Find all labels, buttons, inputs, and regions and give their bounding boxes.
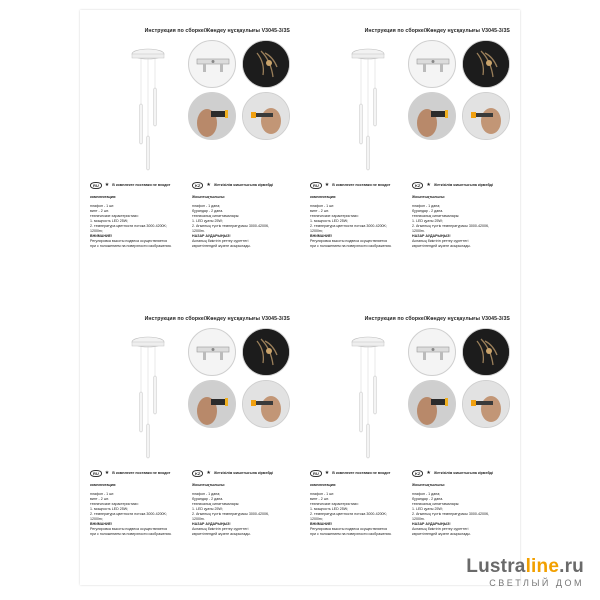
assembly-photos: [408, 328, 512, 428]
illustration-area: [88, 36, 292, 176]
ru-badge: RU: [310, 470, 322, 477]
ru-badge: RU: [310, 182, 322, 189]
instruction-panel: [80, 10, 300, 297]
instruction-texts: [88, 464, 292, 584]
height-adjust-photo: [462, 92, 510, 140]
star-icon: ★: [104, 182, 110, 188]
mounting-bar-photo: [408, 328, 456, 376]
connection-photo: [188, 92, 236, 140]
assembly-photos: [408, 40, 512, 140]
kazakh-section: KZ ★ Жеткізілім жиынтығына кірмейді Жиынтықтылығы: плафон - 1 дана; бұрандар - 2 дана. техникалық сипаттамалары: 1. LED қуаты 25W; 2. Ағынның түстік температурасы 3000-4200К, 1200lm. НАЗАР АУДАРЫҢЫЗ! Аспаның биіктігін реттеу суреттегі көрсетілгендей жүзеге асырылады.: [412, 470, 493, 536]
illustration-area: [308, 36, 512, 176]
instruction-sheet: [80, 10, 520, 585]
star-icon: ★: [206, 182, 211, 188]
star-icon: ★: [426, 182, 431, 188]
mounting-bar-photo: [188, 328, 236, 376]
kazakh-section: KZ ★ Жеткізілім жиынтығына кірмейді Жиынтықтылығы: плафон - 1 дана; бұрандар - 2 дана. техникалық сипаттамалары: 1. LED қуаты 25W; 2. Ағынның түстік температурасы 3000-4200К, 1200lm. НАЗАР АУДАРЫҢЫЗ! Аспаның биіктігін реттеу суреттегі көрсетілгендей жүзеге асырылады.: [192, 470, 273, 536]
russian-section: RU ★ В комплекте поставки не входит комплектация: плафон - 1 шт. винт - 2 шт. технические характеристики: 1. мощность LED 25W; 2. температура цветности потока 3000-4200K; 1200lm; ВНИМАНИЕ! Регулировка высоты подвеса осуществляется при с положением на поверхности изображения.: [90, 182, 172, 248]
kazakh-section: KZ ★ Жеткізілім жиынтығына кірмейді Жиынтықтылығы: плафон - 1 дана; бұрандар - 2 дана. техникалық сипаттамалары: 1. LED қуаты 25W; 2. Ағынның түстік температурасы 3000-4200К, 1200lm. НАЗАР АУДАРЫҢЫЗ! Аспаның биіктігін реттеу суреттегі көрсетілгендей жүзеге асырылады.: [192, 182, 273, 248]
mounting-bar-photo: [408, 40, 456, 88]
mounting-bar-photo: [188, 40, 236, 88]
lustraline-watermark: Lustraline.ru СВЕТЛЫЙ ДОМ: [466, 556, 584, 588]
height-adjust-photo: [242, 92, 290, 140]
instruction-title: Инструкция по сборке/Жөндеу нұсқаулығы V3045-3/3S: [144, 316, 290, 322]
pendant-lamp-illustration: [328, 42, 408, 172]
wiring-photo: [462, 40, 510, 88]
star-icon: ★: [324, 470, 330, 476]
russian-section: RU ★ В комплекте поставки не входит комплектация: плафон - 1 шт. винт - 2 шт. технические характеристики: 1. мощность LED 25W; 2. температура цветности потока 3000-4200K; 1200lm; ВНИМАНИЕ! Регулировка высоты подвеса осуществляется при с положением на поверхности изображения.: [310, 470, 392, 536]
instruction-texts: [88, 176, 292, 296]
pendant-lamp-illustration: [328, 330, 408, 460]
instruction-panel: [80, 298, 300, 585]
star-icon: ★: [104, 470, 110, 476]
kazakh-section: KZ ★ Жеткізілім жиынтығына кірмейді Жиынтықтылығы: плафон - 1 дана; бұрандар - 2 дана. техникалық сипаттамалары: 1. LED қуаты 25W; 2. Ағынның түстік температурасы 3000-4200К, 1200lm. НАЗАР АУДАРЫҢЫЗ! Аспаның биіктігін реттеу суреттегі көрсетілгендей жүзеге асырылады.: [412, 182, 493, 248]
instruction-panel: [300, 298, 520, 585]
ru-badge: RU: [90, 182, 102, 189]
instruction-title: Инструкция по сборке/Жөндеу нұсқаулығы V3045-3/3S: [364, 28, 510, 34]
ru-badge: RU: [90, 470, 102, 477]
wiring-photo: [242, 40, 290, 88]
instruction-title: Инструкция по сборке/Жөндеу нұсқаулығы V3045-3/3S: [364, 316, 510, 322]
wiring-photo: [462, 328, 510, 376]
star-icon: ★: [324, 182, 330, 188]
height-adjust-photo: [462, 380, 510, 428]
star-icon: ★: [206, 470, 211, 476]
connection-photo: [188, 380, 236, 428]
illustration-area: [88, 324, 292, 464]
russian-section: RU ★ В комплекте поставки не входит комплектация: плафон - 1 шт. винт - 2 шт. технические характеристики: 1. мощность LED 25W; 2. температура цветности потока 3000-4200K; 1200lm; ВНИМАНИЕ! Регулировка высоты подвеса осуществляется при с положением на поверхности изображения.: [90, 470, 172, 536]
assembly-photos: [188, 40, 292, 140]
pendant-lamp-illustration: [108, 42, 188, 172]
height-adjust-photo: [242, 380, 290, 428]
kz-badge: KZ: [412, 470, 423, 477]
assembly-photos: [188, 328, 292, 428]
kz-badge: KZ: [192, 470, 203, 477]
connection-photo: [408, 92, 456, 140]
pendant-lamp-illustration: [108, 330, 188, 460]
kz-badge: KZ: [192, 182, 203, 189]
instruction-title: Инструкция по сборке/Жөндеу нұсқаулығы V3045-3/3S: [144, 28, 290, 34]
instruction-panel: [300, 10, 520, 297]
wiring-photo: [242, 328, 290, 376]
instruction-texts: [308, 176, 512, 296]
russian-section: RU ★ В комплекте поставки не входит комплектация: плафон - 1 шт. винт - 2 шт. технические характеристики: 1. мощность LED 25W; 2. температура цветности потока 3000-4200K; 1200lm; ВНИМАНИЕ! Регулировка высоты подвеса осуществляется при с положением на поверхности изображения.: [310, 182, 392, 248]
connection-photo: [408, 380, 456, 428]
kz-badge: KZ: [412, 182, 423, 189]
illustration-area: [308, 324, 512, 464]
star-icon: ★: [426, 470, 431, 476]
